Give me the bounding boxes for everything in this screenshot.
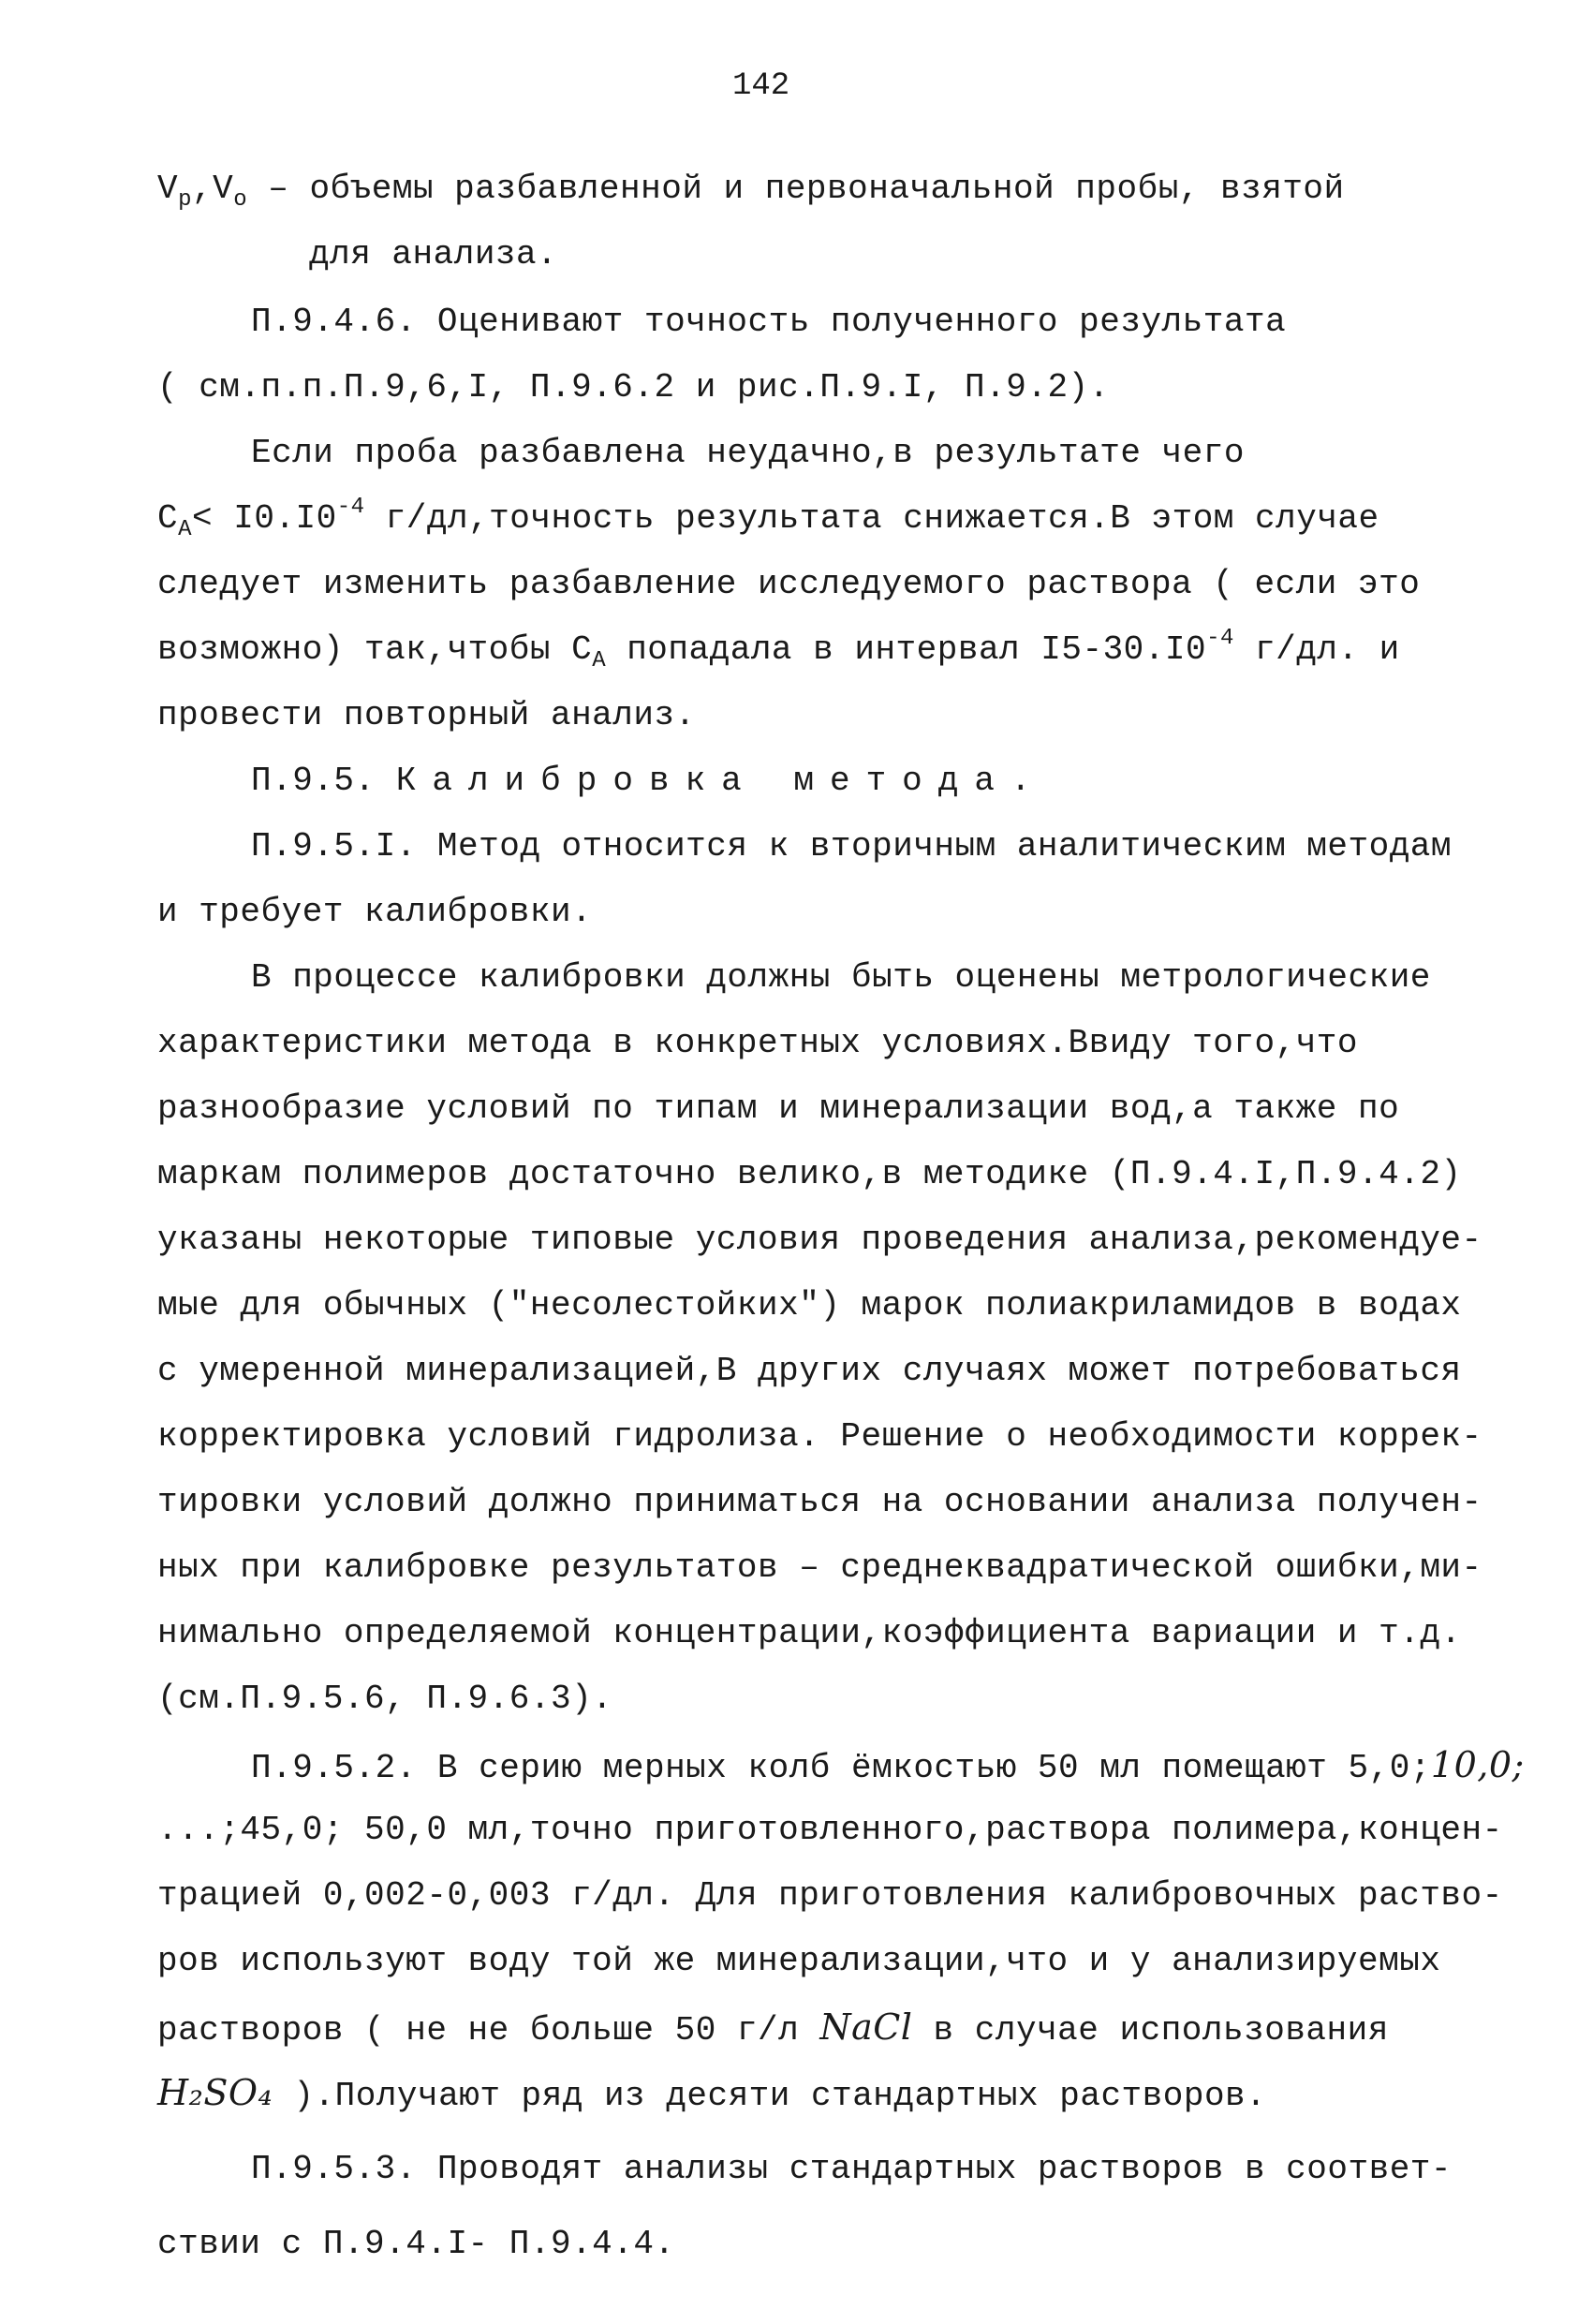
section-number: П.9.5. [251,762,396,800]
text-line: маркам полимеров достаточно велико,в методике (П.9.4.I,П.9.4.2) [157,1155,1462,1193]
text-line: ров используют воду той же минерализации,что и у анализируемых [157,1942,1441,1980]
line-text: возможно) так,чтобы C [157,630,593,669]
text-line: для анализа. [309,235,558,274]
line-text: попадала в интервал I5-30.I0 [606,630,1207,669]
text-line [157,2072,1266,2117]
text-line: (см.П.9.5.6, П.9.6.3). [157,1680,613,1718]
paragraph-heading [251,1744,1525,1789]
subscript: o [233,187,248,213]
text-line: ных при калибровке результатов – среднеквадратической ошибки,ми- [157,1548,1482,1587]
superscript: -4 [1206,626,1234,651]
text-line: мые для обычных ("несолестойких") марок полиакриламидов в водах [157,1286,1462,1325]
text-line: ствии с П.9.4.I- П.9.4.4. [157,2225,675,2263]
text-line: и требует калибровки. [157,893,593,931]
text-line: характеристики метода в конкретных условиях.Ввиду того,что [157,1024,1359,1062]
text-line [157,2006,1389,2051]
text-line: провести повторный анализ. [157,696,696,734]
text-line [157,169,1345,213]
paragraph-heading: П.9.4.6. Оценивают точность полученного результата [251,303,1287,341]
line-text: – объемы разбавленной и первоначальной пробы, взятой [247,170,1345,208]
text-line: ( см.п.п.П.9,6,I, П.9.6.2 и рис.П.9.I, П.9.2). [157,368,1110,407]
text-line: нимально определяемой концентрации,коэффициента вариации и т.д. [157,1614,1462,1652]
text-line: корректировка условий гидролиза. Решение о необходимости коррек- [157,1417,1482,1456]
section-heading [251,761,1047,802]
subscript: A [178,517,193,542]
text-line: разнообразие условий по типам и минерализации вод,а также по [157,1089,1400,1128]
text-line: тировки условий должно приниматься на основании анализа получен- [157,1483,1482,1521]
inequality: < I0.I0 [192,499,337,538]
text-line: Если проба разбавлена неудачно,в результате чего [251,434,1245,472]
handwritten-value: 10,0; [1430,1744,1525,1785]
line-text: растворов ( не не больше 50 г/л [157,2011,820,2050]
formula-line [157,626,1400,674]
text-line: ...;45,0; 50,0 мл,точно приготовленного,раствора полимера,концен- [157,1811,1503,1849]
line-text: П.9.5.2. В серию мерных колб ёмкостью 50 мл помещают 5,0; [251,1749,1431,1787]
section-title: Калибровка метода. [395,762,1047,800]
formula-line [157,495,1379,542]
superscript: -4 [336,495,365,520]
var-v: ,V [192,170,234,208]
text-line: В процессе калибровки должны быть оценены метрологические [251,958,1431,997]
paragraph-heading: П.9.5.I. Метод относится к вторичным аналитическим методам [251,827,1453,866]
paragraph-heading: П.9.5.3. Проводят анализы стандартных растворов в соответ- [251,2150,1453,2188]
var-c: C [157,499,179,538]
line-text: ).Получают ряд из десяти стандартных растворов. [273,2077,1267,2115]
subscript: A [592,648,607,674]
handwritten-formula: H₂SO₄ [157,2072,273,2113]
page-number: 142 [732,68,790,104]
text-line: указаны некоторые типовые условия проведения анализа,рекомендуе- [157,1221,1482,1259]
handwritten-formula: NaCl [819,2006,913,2048]
text-line: следует изменить разбавление исследуемого раствора ( если это [157,565,1421,603]
subscript: p [178,187,193,213]
line-text: г/дл,точность результата снижается.В этом случае [364,499,1379,538]
line-text: г/дл. и [1233,630,1400,669]
text-line: трацией 0,002-0,003 г/дл. Для приготовления калибровочных раство- [157,1876,1503,1915]
line-text: в случае использования [912,2011,1389,2050]
text-line: с умеренной минерализацией,В других случаях может потребоваться [157,1352,1462,1390]
var-v: V [157,170,179,208]
